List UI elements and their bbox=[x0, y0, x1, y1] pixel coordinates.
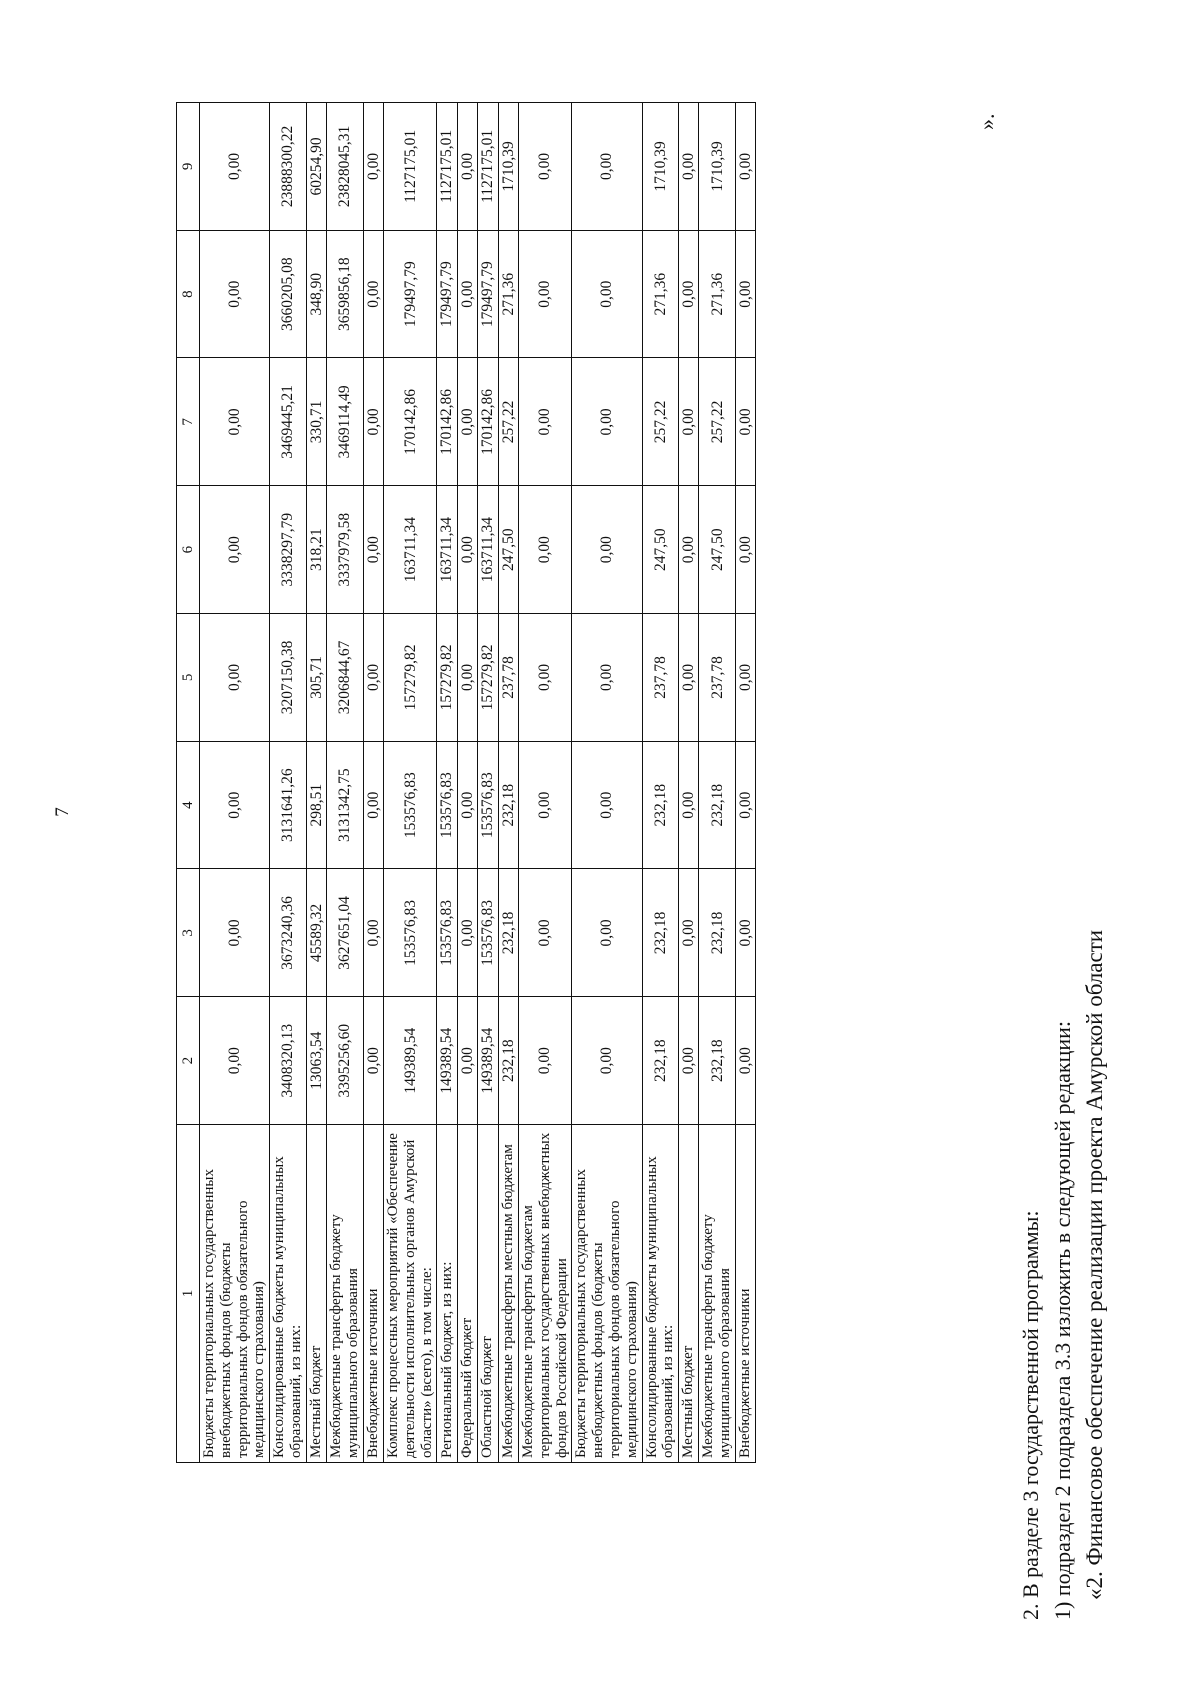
table-cell: 153576,83 bbox=[437, 869, 457, 997]
table-cell: 3627651,04 bbox=[327, 869, 364, 997]
row-label: Межбюджетные трансферты бюджетам территориальных государственных внебюджетных фондов Российской Федерации bbox=[518, 1125, 571, 1463]
table-cell: 0,00 bbox=[736, 614, 756, 742]
table-cell: 0,00 bbox=[679, 741, 699, 869]
table-cell: 0,00 bbox=[572, 869, 642, 997]
table-cell: 0,00 bbox=[200, 741, 270, 869]
table-cell: 0,00 bbox=[572, 230, 642, 358]
table-cell: 153576,83 bbox=[478, 869, 498, 997]
row-label: Консолидированные бюджеты муниципальных образований, из них: bbox=[642, 1125, 679, 1463]
row-label: Федеральный бюджет bbox=[457, 1125, 477, 1463]
table-cell: 153576,83 bbox=[437, 741, 457, 869]
row-label: Местный бюджет bbox=[306, 1125, 326, 1463]
table-cell: 0,00 bbox=[363, 230, 383, 358]
table-cell: 298,51 bbox=[306, 741, 326, 869]
row-label: Комплекс процессных мероприятий «Обеспечение деятельности исполнительных органов Амурской области» (всего), в том числе: bbox=[384, 1125, 437, 1463]
table-cell: 1127175,01 bbox=[437, 103, 457, 231]
table-cell: 163711,34 bbox=[384, 486, 437, 614]
table-row bbox=[384, 103, 437, 1463]
table-cell: 170142,86 bbox=[478, 358, 498, 486]
table-cell: 157279,82 bbox=[478, 614, 498, 742]
table-cell: 247,50 bbox=[498, 486, 518, 614]
table-cell: 3206844,67 bbox=[327, 614, 364, 742]
table-cell: 157279,82 bbox=[437, 614, 457, 742]
table-row bbox=[642, 103, 679, 1463]
table-cell: 0,00 bbox=[736, 358, 756, 486]
table-cell: 0,00 bbox=[679, 869, 699, 997]
table-cell: 0,00 bbox=[736, 869, 756, 997]
table-cell: 247,50 bbox=[699, 486, 736, 614]
table-cell: 0,00 bbox=[363, 614, 383, 742]
budget-table-container bbox=[176, 103, 952, 1463]
table-cell: 45589,32 bbox=[306, 869, 326, 997]
table-cell: 0,00 bbox=[200, 103, 270, 231]
row-label: Местный бюджет bbox=[679, 1125, 699, 1463]
row-label: Межбюджетные трансферты бюджету муниципального образования bbox=[699, 1125, 736, 1463]
row-label: Межбюджетные трансферты местным бюджетам bbox=[498, 1125, 518, 1463]
column-header: 3 bbox=[177, 869, 200, 997]
paragraph-heading-financing: «2. Финансовое обеспечение реализации проекта Амурской области bbox=[1082, 929, 1107, 1600]
table-cell: 157279,82 bbox=[384, 614, 437, 742]
page-number: 7 bbox=[52, 807, 73, 817]
table-cell: 0,00 bbox=[572, 486, 642, 614]
table-cell: 271,36 bbox=[642, 230, 679, 358]
column-header: 1 bbox=[177, 1125, 200, 1463]
table-cell: 271,36 bbox=[699, 230, 736, 358]
table-row bbox=[327, 103, 364, 1463]
table-cell: 163711,34 bbox=[478, 486, 498, 614]
table-cell: 0,00 bbox=[363, 997, 383, 1125]
table-cell: 232,18 bbox=[498, 741, 518, 869]
table-cell: 0,00 bbox=[200, 358, 270, 486]
table-row bbox=[498, 103, 518, 1463]
column-header: 4 bbox=[177, 741, 200, 869]
table-cell: 0,00 bbox=[679, 614, 699, 742]
table-cell: 0,00 bbox=[518, 358, 571, 486]
table-cell: 0,00 bbox=[200, 869, 270, 997]
row-label: Межбюджетные трансферты бюджету муниципального образования bbox=[327, 1125, 364, 1463]
table-cell: 3395256,60 bbox=[327, 997, 364, 1125]
table-cell: 0,00 bbox=[200, 997, 270, 1125]
table-cell: 0,00 bbox=[518, 103, 571, 231]
table-row bbox=[736, 103, 756, 1463]
table-cell: 0,00 bbox=[679, 358, 699, 486]
table-cell: 318,21 bbox=[306, 486, 326, 614]
table-cell: 348,90 bbox=[306, 230, 326, 358]
table-header-row bbox=[177, 103, 200, 1463]
table-cell: 232,18 bbox=[642, 869, 679, 997]
column-header: 9 bbox=[177, 103, 200, 231]
table-cell: 0,00 bbox=[457, 614, 477, 742]
table-row bbox=[679, 103, 699, 1463]
table-cell: 0,00 bbox=[363, 486, 383, 614]
table-cell: 179497,79 bbox=[384, 230, 437, 358]
table-cell: 3408320,13 bbox=[270, 997, 307, 1125]
table-cell: 271,36 bbox=[498, 230, 518, 358]
table-cell: 0,00 bbox=[457, 486, 477, 614]
table-cell: 0,00 bbox=[572, 997, 642, 1125]
table-cell: 170142,86 bbox=[384, 358, 437, 486]
table-cell: 232,18 bbox=[498, 997, 518, 1125]
table-cell: 0,00 bbox=[518, 230, 571, 358]
table-cell: 0,00 bbox=[518, 741, 571, 869]
table-cell: 0,00 bbox=[736, 997, 756, 1125]
column-header: 2 bbox=[177, 997, 200, 1125]
paragraph-subsection-2: 1) подраздел 2 подраздела 3.3 изложить в следующей редакции: bbox=[1050, 1020, 1075, 1620]
table-cell: 0,00 bbox=[457, 869, 477, 997]
table-cell: 247,50 bbox=[642, 486, 679, 614]
table-row bbox=[270, 103, 307, 1463]
column-header: 5 bbox=[177, 614, 200, 742]
table-cell: 170142,86 bbox=[437, 358, 457, 486]
table-cell: 13063,54 bbox=[306, 997, 326, 1125]
table-cell: 0,00 bbox=[518, 486, 571, 614]
table-cell: 0,00 bbox=[572, 103, 642, 231]
table-cell: 3338297,79 bbox=[270, 486, 307, 614]
table-cell: 0,00 bbox=[457, 997, 477, 1125]
table-cell: 330,71 bbox=[306, 358, 326, 486]
table-cell: 0,00 bbox=[363, 103, 383, 231]
row-label: Бюджеты территориальных государственных внебюджетных фондов (бюджеты территориальных фондов обязательного медицинского страхования) bbox=[200, 1125, 270, 1463]
column-header: 7 bbox=[177, 358, 200, 486]
table-cell: 257,22 bbox=[498, 358, 518, 486]
table-cell: 0,00 bbox=[457, 103, 477, 231]
table-cell: 0,00 bbox=[679, 486, 699, 614]
table-cell: 0,00 bbox=[363, 358, 383, 486]
table-cell: 257,22 bbox=[699, 358, 736, 486]
table-cell: 0,00 bbox=[518, 997, 571, 1125]
table-cell: 0,00 bbox=[457, 741, 477, 869]
table-cell: 0,00 bbox=[363, 741, 383, 869]
table-cell: 1710,39 bbox=[642, 103, 679, 231]
table-cell: 237,78 bbox=[699, 614, 736, 742]
table-cell: 1127175,01 bbox=[478, 103, 498, 231]
table-row bbox=[518, 103, 571, 1463]
column-header: 8 bbox=[177, 230, 200, 358]
table-cell: 23828045,31 bbox=[327, 103, 364, 231]
table-row bbox=[437, 103, 457, 1463]
budget-table bbox=[176, 102, 756, 1463]
table-cell: 60254,90 bbox=[306, 103, 326, 231]
table-row bbox=[478, 103, 498, 1463]
table-cell: 0,00 bbox=[736, 486, 756, 614]
table-cell: 3469445,21 bbox=[270, 358, 307, 486]
table-cell: 0,00 bbox=[200, 486, 270, 614]
table-cell: 3337979,58 bbox=[327, 486, 364, 614]
table-cell: 163711,34 bbox=[437, 486, 457, 614]
table-cell: 3659856,18 bbox=[327, 230, 364, 358]
table-cell: 232,18 bbox=[699, 997, 736, 1125]
table-cell: 0,00 bbox=[200, 614, 270, 742]
table-row bbox=[306, 103, 326, 1463]
table-cell: 3207150,38 bbox=[270, 614, 307, 742]
table-cell: 149389,54 bbox=[384, 997, 437, 1125]
table-cell: 1127175,01 bbox=[384, 103, 437, 231]
table-cell: 257,22 bbox=[642, 358, 679, 486]
table-cell: 1710,39 bbox=[699, 103, 736, 231]
column-header: 6 bbox=[177, 486, 200, 614]
table-cell: 232,18 bbox=[699, 741, 736, 869]
table-row bbox=[699, 103, 736, 1463]
closing-quote-mark: ». bbox=[974, 113, 999, 130]
table-cell: 0,00 bbox=[518, 869, 571, 997]
table-cell: 3131641,26 bbox=[270, 741, 307, 869]
table-cell: 232,18 bbox=[498, 869, 518, 997]
row-label: Внебюджетные источники bbox=[363, 1125, 383, 1463]
table-cell: 23888300,22 bbox=[270, 103, 307, 231]
table-cell: 0,00 bbox=[200, 230, 270, 358]
table-cell: 3673240,36 bbox=[270, 869, 307, 997]
table-row bbox=[457, 103, 477, 1463]
table-cell: 232,18 bbox=[699, 869, 736, 997]
table-cell: 1710,39 bbox=[498, 103, 518, 231]
table-cell: 153576,83 bbox=[384, 741, 437, 869]
table-cell: 0,00 bbox=[457, 358, 477, 486]
row-label: Консолидированные бюджеты муниципальных образований, из них: bbox=[270, 1125, 307, 1463]
table-row bbox=[363, 103, 383, 1463]
table-cell: 0,00 bbox=[679, 997, 699, 1125]
table-cell: 3469114,49 bbox=[327, 358, 364, 486]
row-label: Региональный бюджет, из них: bbox=[437, 1125, 457, 1463]
row-label: Областной бюджет bbox=[478, 1125, 498, 1463]
row-label: Бюджеты территориальных государственных внебюджетных фондов (бюджеты территориальных фондов обязательного медицинского страхования) bbox=[572, 1125, 642, 1463]
table-cell: 149389,54 bbox=[478, 997, 498, 1125]
table-cell: 237,78 bbox=[642, 614, 679, 742]
table-cell: 0,00 bbox=[363, 869, 383, 997]
table-cell: 237,78 bbox=[498, 614, 518, 742]
table-cell: 0,00 bbox=[736, 230, 756, 358]
body-text bbox=[1015, 200, 1155, 1640]
table-cell: 179497,79 bbox=[437, 230, 457, 358]
table-cell: 179497,79 bbox=[478, 230, 498, 358]
table-cell: 0,00 bbox=[736, 103, 756, 231]
table-row bbox=[572, 103, 642, 1463]
table-cell: 149389,54 bbox=[437, 997, 457, 1125]
table-cell: 232,18 bbox=[642, 741, 679, 869]
table-cell: 3660205,08 bbox=[270, 230, 307, 358]
table-cell: 3131342,75 bbox=[327, 741, 364, 869]
table-cell: 305,71 bbox=[306, 614, 326, 742]
table-cell: 0,00 bbox=[736, 741, 756, 869]
row-label: Внебюджетные источники bbox=[736, 1125, 756, 1463]
table-cell: 153576,83 bbox=[384, 869, 437, 997]
table-cell: 0,00 bbox=[572, 741, 642, 869]
paragraph-section-3: 2. В разделе 3 государственной программы: bbox=[1018, 1210, 1043, 1620]
table-cell: 0,00 bbox=[572, 614, 642, 742]
table-cell: 0,00 bbox=[679, 230, 699, 358]
table-cell: 0,00 bbox=[572, 358, 642, 486]
table-cell: 0,00 bbox=[518, 614, 571, 742]
table-cell: 232,18 bbox=[642, 997, 679, 1125]
table-cell: 153576,83 bbox=[478, 741, 498, 869]
table-cell: 0,00 bbox=[679, 103, 699, 231]
table-row bbox=[200, 103, 270, 1463]
table-cell: 0,00 bbox=[457, 230, 477, 358]
